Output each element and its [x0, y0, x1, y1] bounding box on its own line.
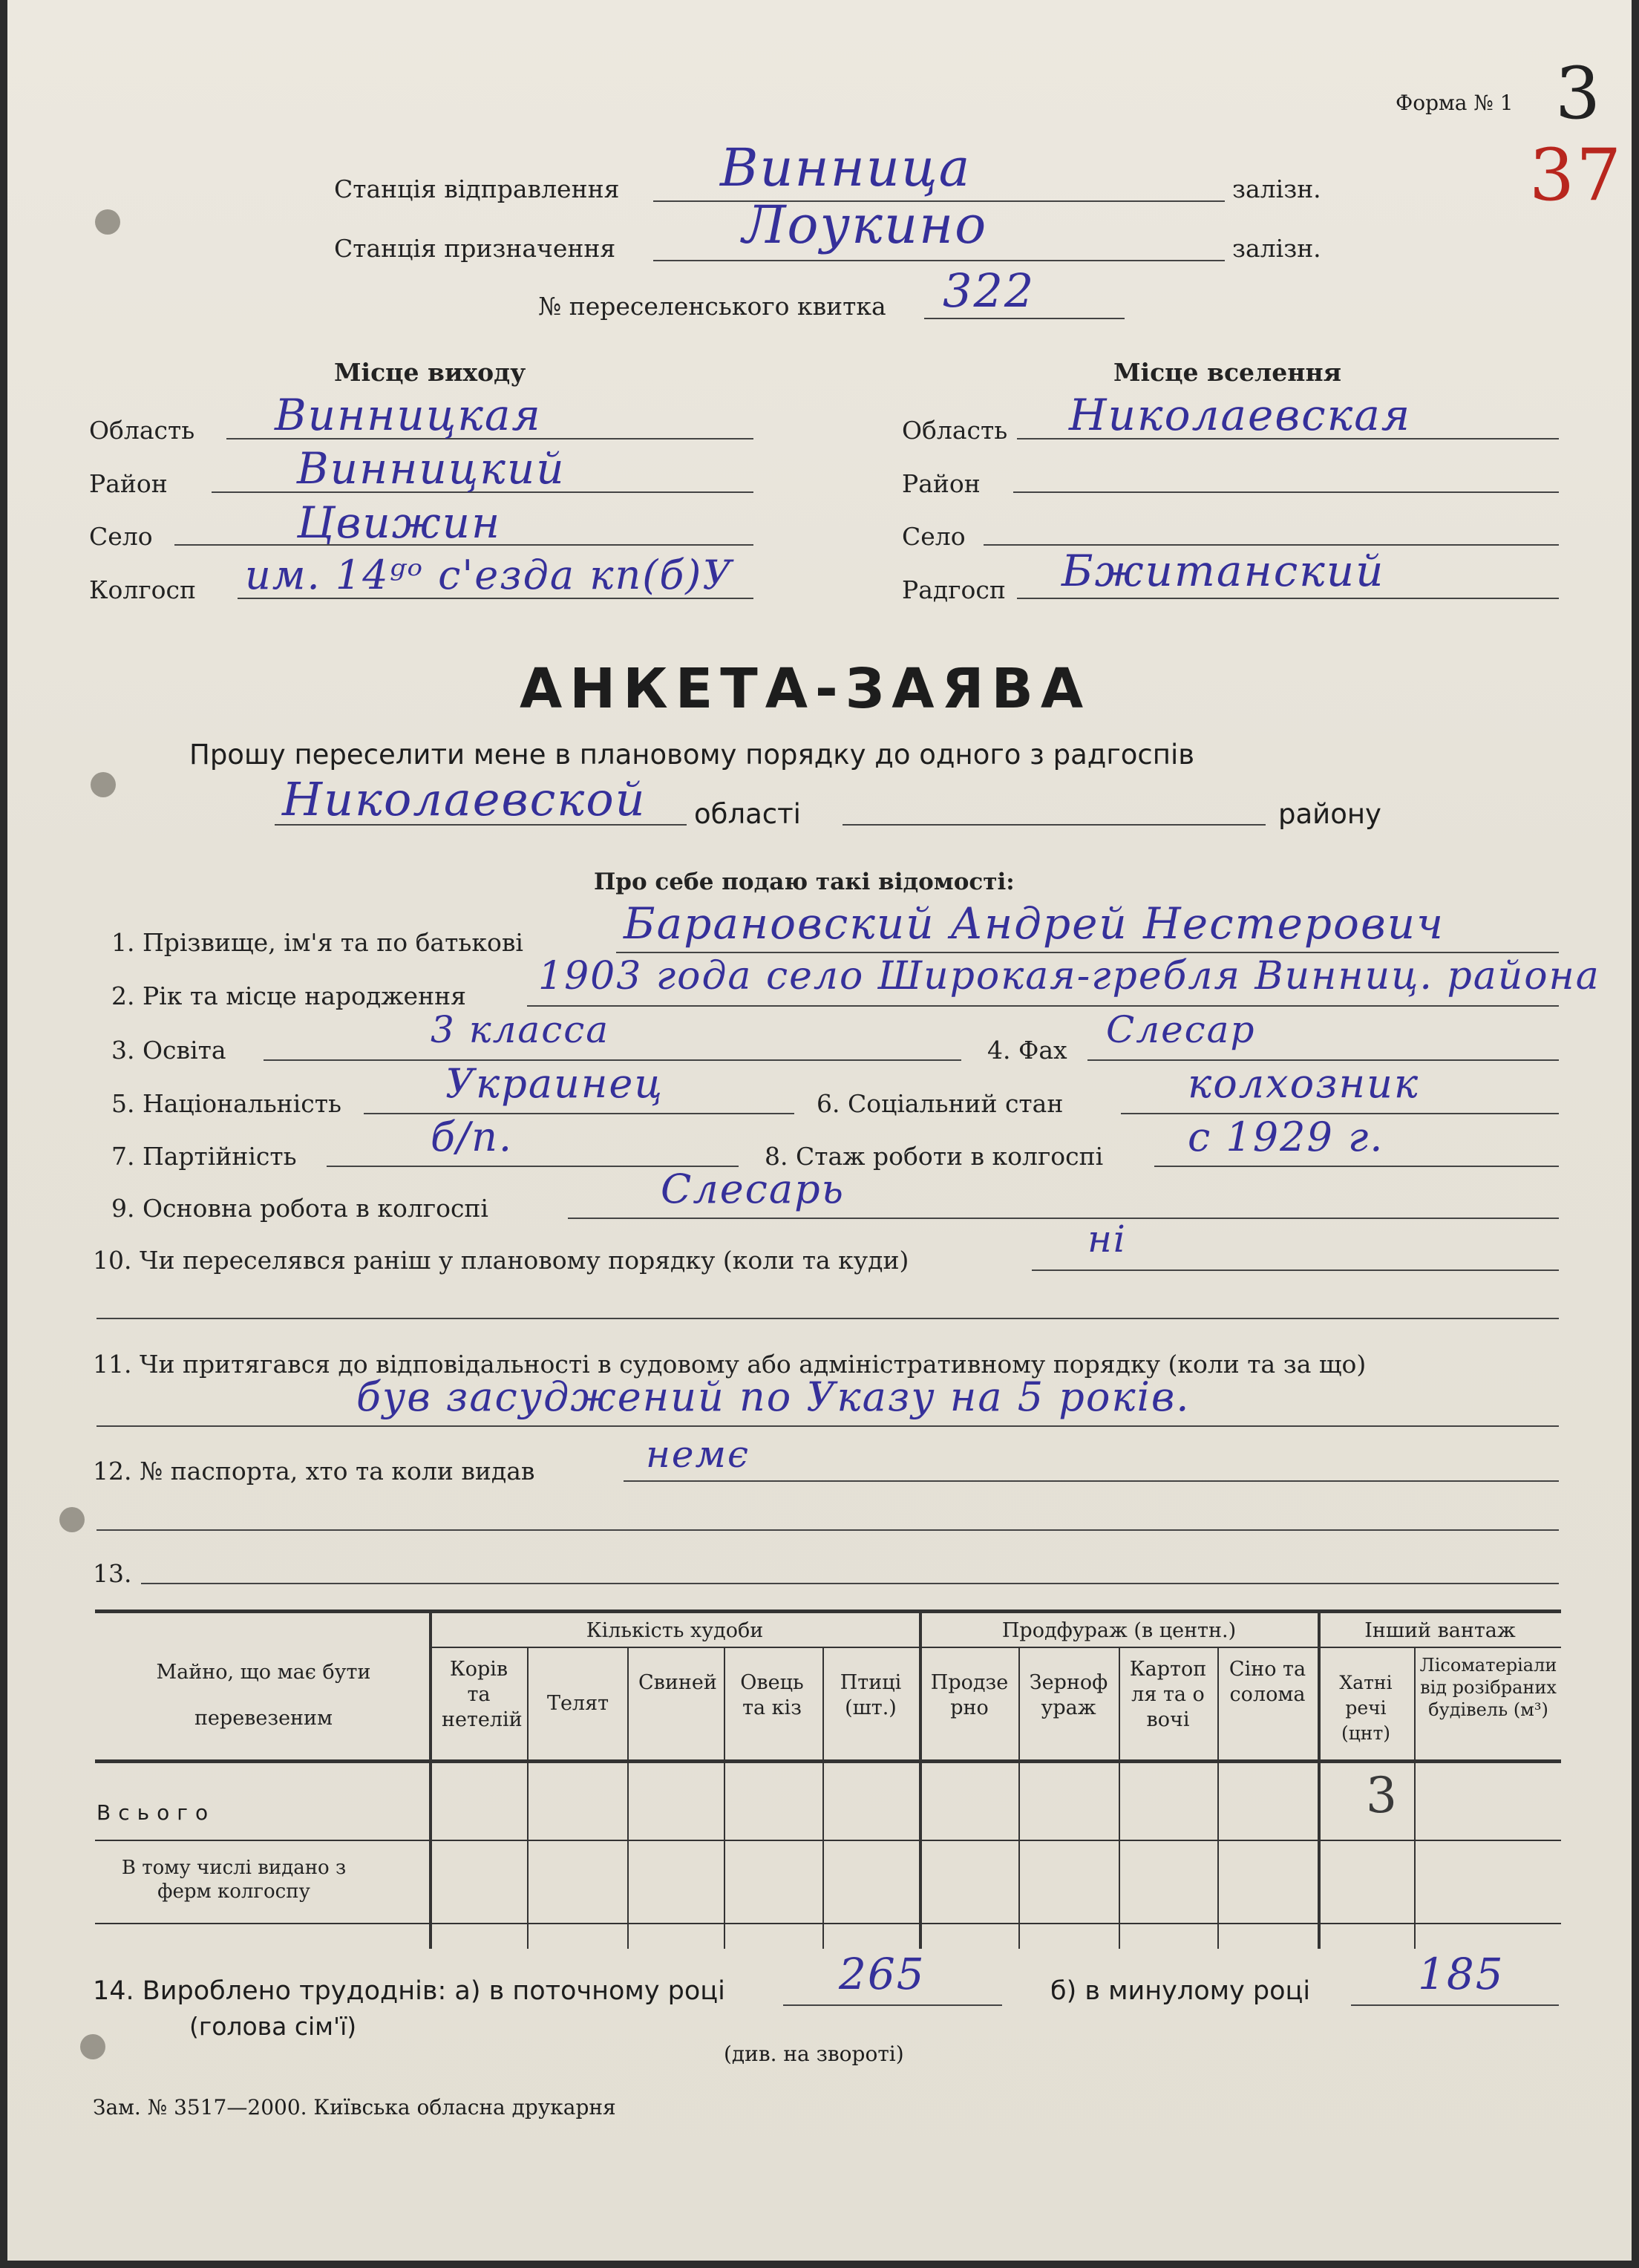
table-col-poultry: Птиці (шт.) — [840, 1671, 902, 1719]
departure-station-label: Станція відправлення — [334, 174, 620, 203]
workdays-prev-label: б) в минулому році — [1050, 1976, 1311, 2006]
ticket-label: № переселенського квитка — [538, 292, 886, 321]
origin-kolhosp-label: Колгосп — [89, 575, 197, 604]
table-row-farm-label: В тому числі видано з ферм колгоспу — [121, 1857, 347, 1903]
table-col-pigs: Свиней — [638, 1671, 717, 1694]
departure-rail-suffix: залізн. — [1232, 174, 1321, 203]
table-group-livestock: Кількість худоби — [586, 1619, 764, 1642]
request-line: Прошу переселити мене в плановому порядку до одного з радгоспів — [189, 739, 1195, 771]
form-sheet — [7, 0, 1632, 2261]
field-2-label: 2. Рік та місце народження — [111, 981, 466, 1010]
workdays-current-value: 265 — [839, 1949, 926, 1999]
table-col-calves: Телят — [546, 1692, 609, 1715]
field-11-value: був засуджений по Указу на 5 років. — [356, 1373, 1191, 1420]
field-1-label: 1. Прізвище, ім'я та по батькові — [111, 928, 523, 957]
table-group-other: Інший вантаж — [1364, 1619, 1516, 1642]
dest-radhosp-label: Радгосп — [902, 575, 1006, 604]
origin-oblast-value: Винницкая — [275, 390, 542, 440]
destination-heading: Місце вселення — [1113, 358, 1341, 387]
table-col-fodder-grain: Зернофураж — [1029, 1671, 1108, 1719]
field-11-label: 11. Чи притягався до відповідальності в судовому або адміністративному порядку (коли та за що) — [93, 1350, 1367, 1379]
field-5-label: 5. Національність — [111, 1089, 341, 1118]
table-col-timber: Лісоматеріали від розібраних будівель (м³) — [1419, 1655, 1557, 1720]
document-title: АНКЕТА-ЗАЯВА — [520, 657, 1091, 721]
table-col-cows: Корів та нетелій — [442, 1658, 523, 1731]
workdays-label: 14. Вироблено трудоднів: а) в поточному році — [93, 1976, 725, 2006]
origin-raion-label: Район — [89, 469, 168, 498]
table-col-hay: Сіно та солома — [1229, 1658, 1306, 1706]
origin-heading: Місце виходу — [334, 358, 526, 387]
origin-kolhosp-value: им. 14ᵍᵒ с'езда кп(б)У — [245, 552, 733, 598]
form-number: Форма № 1 — [1396, 91, 1514, 115]
destination-station-label: Станція призначення — [334, 234, 616, 263]
dest-oblast-value: Николаевская — [1069, 390, 1412, 440]
see-back-note: (див. на звороті) — [724, 2042, 904, 2066]
request-oblast-label: області — [694, 798, 801, 830]
footer-print-note: Зам. № 3517—2000. Київська обласна друкарня — [93, 2095, 616, 2120]
info-heading: Про себе подаю такі відомості: — [594, 869, 1015, 895]
table-row-total-label: Всього — [96, 1800, 216, 1825]
punch-hole — [80, 2034, 105, 2059]
dest-oblast-label: Область — [902, 416, 1008, 445]
table-col-potatoes: Картопля та овочі — [1129, 1658, 1207, 1731]
field-13-label: 13. — [93, 1559, 132, 1588]
table-total-household-handwritten: 3 — [1366, 1767, 1398, 1824]
table-col-sheep: Овець та кіз — [740, 1671, 804, 1719]
field-7-value: б/п. — [431, 1114, 514, 1160]
table-col-household: Хатні речі (цнт) — [1339, 1672, 1393, 1744]
table-col-property: Майно, що має бути перевезеним — [156, 1661, 371, 1730]
dest-selo-label: Село — [902, 522, 966, 551]
table-col-grain: Продзерно — [930, 1671, 1009, 1719]
field-3-label: 3. Освіта — [111, 1036, 226, 1065]
punch-hole — [91, 772, 116, 797]
form-number-handwritten: 3 — [1555, 52, 1603, 135]
field-9-value: Слесарь — [661, 1166, 845, 1212]
origin-raion-value: Винницкий — [297, 443, 566, 494]
table-group-fodder: Продфураж (в центн.) — [1001, 1619, 1237, 1642]
field-4-label: 4. Фах — [987, 1036, 1067, 1065]
corner-red-mark: 37 — [1529, 134, 1623, 217]
departure-station-value: Винница — [720, 137, 972, 198]
origin-selo-label: Село — [89, 522, 153, 551]
field-2-value: 1903 года село Широкая-гребля Винниц. района — [538, 954, 1600, 999]
punch-hole — [59, 1507, 85, 1532]
origin-oblast-label: Область — [89, 416, 195, 445]
workdays-head-note: (голова сім'ї) — [189, 2012, 357, 2041]
request-raion-label: району — [1278, 798, 1381, 830]
dest-radhosp-value: Бжитанский — [1061, 546, 1385, 596]
field-10-value: ні — [1087, 1218, 1127, 1261]
field-7-label: 7. Партійність — [111, 1142, 297, 1171]
field-3-value: 3 класса — [431, 1008, 610, 1051]
field-8-value: с 1929 г. — [1188, 1114, 1384, 1160]
field-5-value: Украинец — [445, 1060, 664, 1107]
field-12-value: немє — [646, 1433, 750, 1476]
field-6-label: 6. Соціальний стан — [817, 1089, 1064, 1118]
dest-raion-label: Район — [902, 469, 981, 498]
origin-selo-value: Цвижин — [297, 497, 502, 548]
workdays-prev-value: 185 — [1418, 1949, 1505, 1999]
field-10-label: 10. Чи переселявся раніш у плановому порядку (коли та куди) — [93, 1246, 909, 1275]
field-1-value: Барановский Андрей Нестерович — [624, 898, 1445, 949]
field-8-label: 8. Стаж роботи в колгоспі — [765, 1142, 1104, 1171]
punch-hole — [95, 209, 120, 235]
field-12-label: 12. № паспорта, хто та коли видав — [93, 1457, 535, 1486]
field-6-value: колхозник — [1188, 1060, 1420, 1107]
ticket-value: 322 — [943, 264, 1036, 318]
destination-rail-suffix: залізн. — [1232, 234, 1321, 263]
field-4-value: Слесар — [1106, 1008, 1256, 1051]
destination-station-value: Лоукино — [742, 195, 988, 255]
request-oblast-value: Николаевской — [282, 772, 647, 826]
field-9-label: 9. Основна робота в колгоспі — [111, 1194, 488, 1223]
